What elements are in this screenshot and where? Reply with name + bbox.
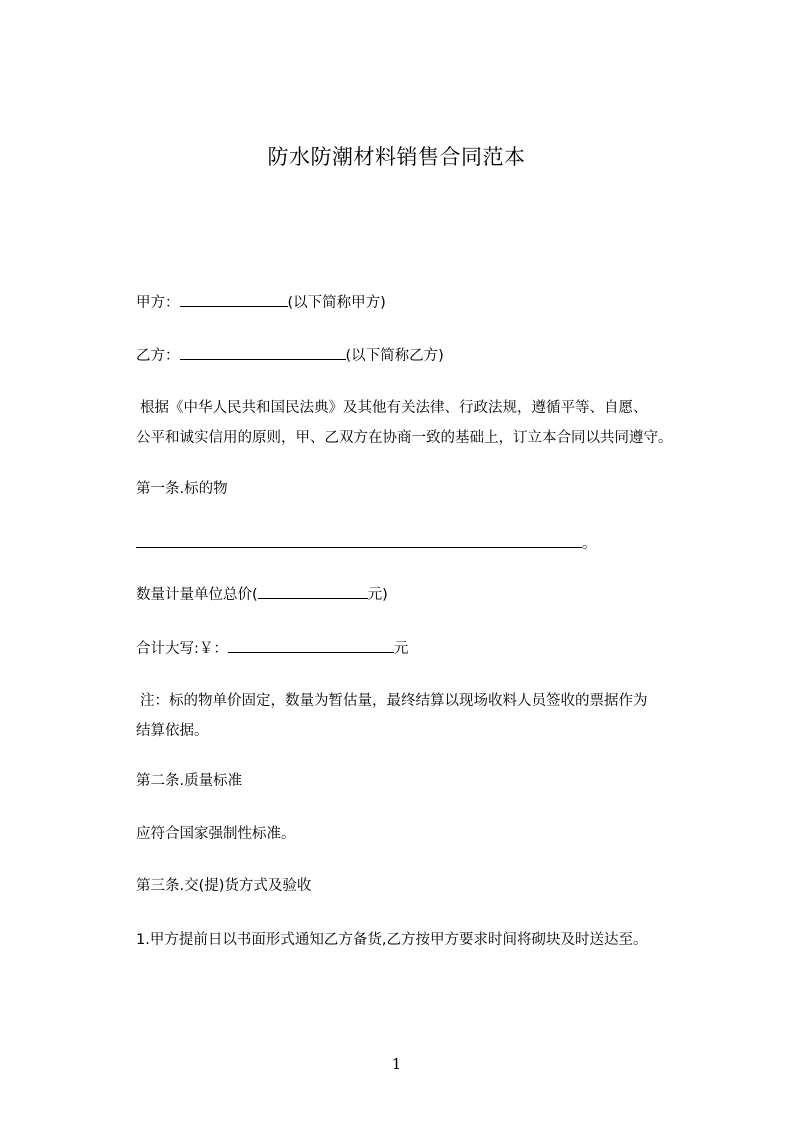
- quantity-line: [136, 584, 388, 605]
- document-title: 防水防潮材料销售合同范本: [267, 145, 526, 169]
- quantity-suffix: 元): [367, 587, 388, 603]
- party-a-blank: [180, 292, 288, 307]
- article-1-heading: 第一条.标的物: [136, 481, 228, 497]
- party-a-line: [136, 292, 386, 313]
- note-paragraph: [136, 686, 706, 746]
- party-a-suffix: (以下简称甲方): [287, 295, 386, 311]
- article-2-text: 应符合国家强制性标准。: [136, 826, 296, 842]
- total-blank: [228, 638, 394, 653]
- preamble-paragraph: [136, 393, 706, 453]
- party-b-line: [136, 345, 444, 366]
- note-line-1: 注：标的物单价固定，数量为暂估量，最终结算以现场收料人员签收的票据作为: [140, 693, 648, 709]
- total-line: [136, 638, 408, 659]
- total-suffix: 元: [393, 641, 409, 657]
- subject-matter-blank: [136, 533, 582, 548]
- party-b-suffix: (以下简称乙方): [345, 348, 444, 364]
- preamble-line-2: 公平和诚实信用的原则，甲、乙双方在协商一致的基础上，订立本合同以共同遵守。: [136, 430, 673, 446]
- subject-matter-line: [136, 533, 597, 554]
- article-2-heading: 第二条.质量标准: [136, 773, 243, 789]
- article-3-item-1: 1.甲方提前日以书面形式通知乙方备货,乙方按甲方要求时间将砌块及时送达至。: [136, 932, 648, 948]
- quantity-label: 数量计量单位总价(: [136, 587, 258, 603]
- subject-matter-end: 。: [582, 536, 597, 552]
- preamble-line-1: 根据《中华人民共和国民法典》及其他有关法律、行政法规，遵循平等、自愿、: [140, 400, 648, 416]
- article-3-heading: 第三条.交(提)货方式及验收: [136, 878, 312, 894]
- party-b-blank: [180, 345, 346, 360]
- total-label: 合计大写:￥：: [136, 641, 228, 657]
- party-b-label: 乙方：: [136, 348, 180, 364]
- page-number: 1: [391, 1055, 402, 1073]
- party-a-label: 甲方：: [136, 295, 180, 311]
- quantity-blank: [258, 584, 368, 599]
- note-line-2: 结算依据。: [136, 723, 209, 739]
